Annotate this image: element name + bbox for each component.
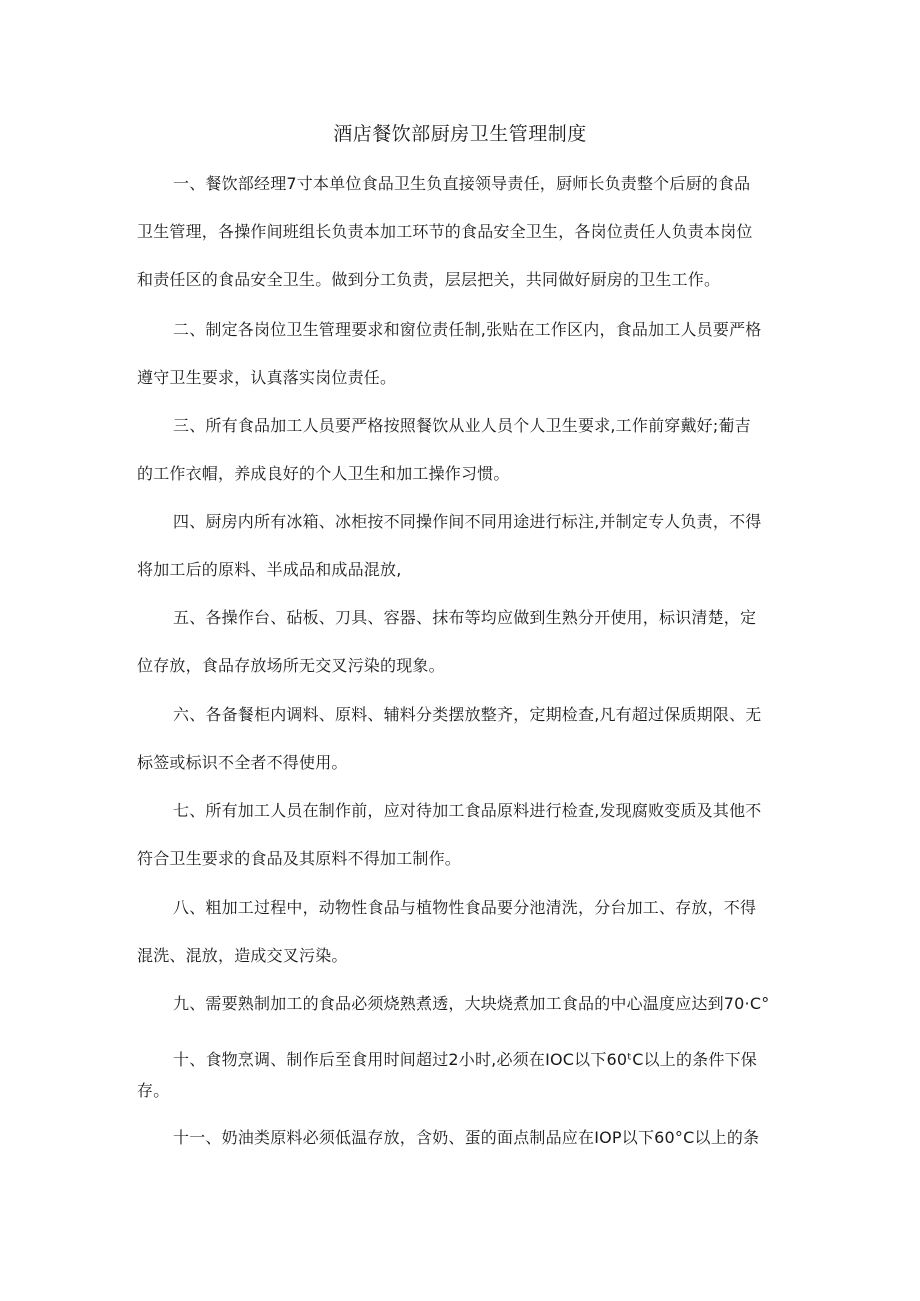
- paragraph-1: [137, 172, 787, 292]
- paragraph-line: 三、所有食品加工人员要严格按照餐饮从业人员个人卫生要求,工作前穿戴好;葡吉: [173, 416, 751, 435]
- paragraph-line: 十、食物烹调、制作后至食用时间超过2小时,必须在IOC以下60ᵗC以上的条件下保: [173, 1050, 758, 1069]
- paragraph-line: 位存放，食品存放场所无交叉污染的现象。: [137, 656, 445, 675]
- paragraph-line: 卫生管理，各操作间班组长负责本加工环节的食品安全卫生，各岗位责任人负责本岗位: [137, 222, 753, 241]
- paragraph-5: [137, 606, 787, 678]
- paragraph-10: [137, 1048, 787, 1103]
- paragraph-4: [137, 510, 787, 582]
- paragraph-line: 二、制定各岗位卫生管理要求和窗位责任制,张贴在工作区内，食品加工人员要严格: [173, 320, 762, 339]
- paragraph-line: 五、各操作台、砧板、刀具、容器、抹布等均应做到生熟分开使用，标识清楚，定: [173, 608, 757, 627]
- paragraph-2: [137, 318, 787, 390]
- paragraph-line: 的工作衣帽，养成良好的个人卫生和加工操作习惯。: [137, 464, 510, 483]
- paragraph-line: 标签或标识不全者不得使用。: [137, 753, 348, 772]
- paragraph-8: [137, 896, 787, 968]
- paragraph-11: [137, 1126, 787, 1150]
- paragraph-line: 七、所有加工人员在制作前，应对待加工食品原料进行检查,发现腐败变质及其他不: [173, 801, 762, 820]
- document-title: 酒店餐饮部厨房卫生管理制度: [333, 123, 587, 145]
- paragraph-line: 六、各备餐柜内调料、原料、辅料分类摆放整齐，定期检查,凡有超过保质期限、无: [173, 705, 762, 724]
- paragraph-line: 遵守卫生要求，认真落实岗位责任。: [137, 368, 397, 387]
- paragraph-line: 存。: [137, 1081, 170, 1100]
- paragraph-line: 符合卫生要求的食品及其原料不得加工制作。: [137, 849, 462, 868]
- paragraph-line: 八、粗加工过程中，动物性食品与植物性食品要分池清洗，分台加工、存放，不得: [173, 898, 757, 917]
- paragraph-7: [137, 799, 787, 871]
- paragraph-line: 混洗、混放，造成交叉污染。: [137, 946, 348, 965]
- paragraph-6: [137, 703, 787, 775]
- paragraph-line: 九、需要熟制加工的食品必须烧熟煮透，大块烧煮加工食品的中心温度应达到70·C°: [173, 994, 770, 1013]
- paragraph-line: 和责任区的食品安全卫生。做到分工负责，层层把关，共同做好厨房的卫生工作。: [137, 270, 721, 289]
- paragraph-line: 一、餐饮部经理7寸本单位食品卫生负直接领导责任，厨师长负责整个后厨的食品: [173, 174, 751, 193]
- paragraph-line: 四、厨房内所有冰箱、冰柜按不同操作间不同用途进行标注,并制定专人负责，不得: [173, 512, 762, 531]
- paragraph-line: 将加工后的原料、半成品和成品混放,: [137, 560, 402, 579]
- paragraph-9: [137, 992, 787, 1016]
- paragraph-3: [137, 414, 787, 486]
- paragraph-line: 十一、奶油类原料必须低温存放，含奶、蛋的面点制品应在IOP以下60°C以上的条: [173, 1128, 760, 1147]
